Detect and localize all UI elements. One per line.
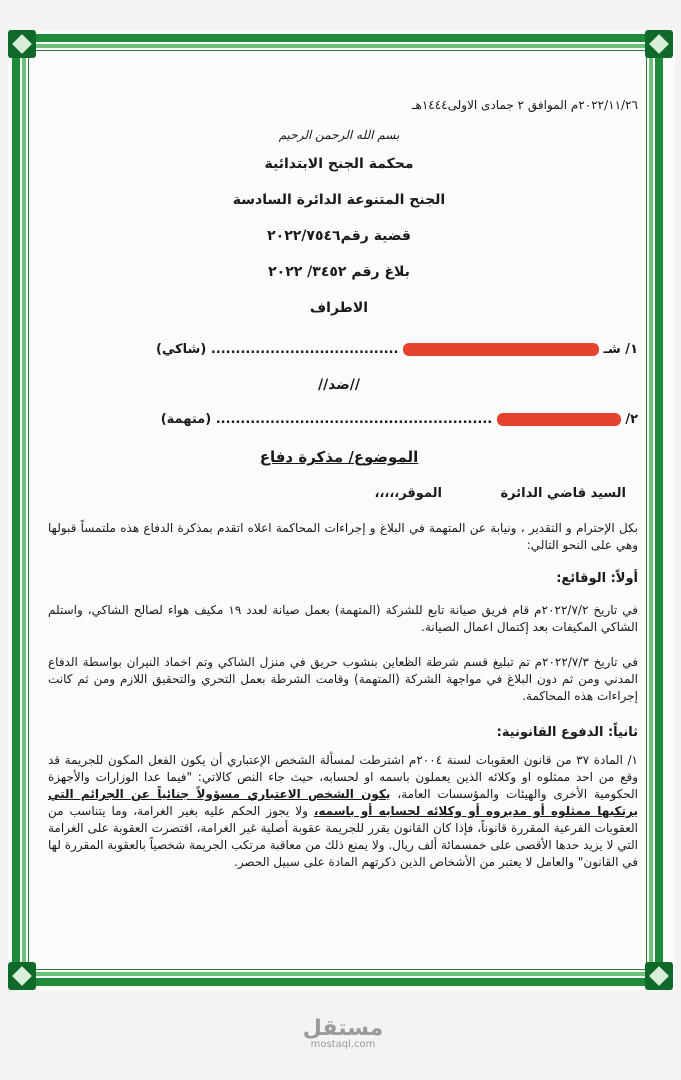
party-1-role: (شاكي) bbox=[156, 342, 207, 357]
parties-title: الاطراف bbox=[309, 300, 369, 316]
party-2-redaction bbox=[497, 413, 621, 426]
legal-text-a: ١/ المادة ٣٧ من قانون العقوبات لسنة ٢٠٠٤م اشترطت لمسألة الشخص الإعتباري أن يكون الفعل المكون للجريمة قد وقع من احد ممثلوه او وكلائه الذين يعملون باسمه او لحسابه، حيث جاء النص كالاتي: "فيما عدا الوزارات والأجهزة الحكومية الأخرى والهيئات والمؤسسات العامة، bbox=[48, 753, 638, 801]
facts-paragraph-1: في تاريخ ٢٠٢٢/٧/٢م قام فريق صيانة تابع للشركة (المتهمة) بعمل صيانة لعدد ١٩ مكيف هواء لصالح الشاكي، واستلم الشاكي المكيفات بعد إكتمال اعمال الصيانة. bbox=[48, 603, 639, 634]
court-name: محكمة الجنح الابتدائية bbox=[264, 156, 414, 172]
judge-salutation: السيد قاضي الدائرة bbox=[500, 486, 626, 501]
legal-heading: ثانياً: الدفوع القانونية: bbox=[496, 725, 638, 740]
basmala: بسم الله الرحمن الرحيم bbox=[278, 128, 400, 142]
party-2-line bbox=[161, 412, 638, 427]
corner-ornament-icon bbox=[8, 962, 36, 990]
document-date: ٢٠٢٢/١١/٢٦م الموافق ٢ جمادى الاولى١٤٤٤هـ bbox=[411, 98, 638, 112]
report-number: بلاغ رقم ٣٤٥٢/ ٢٠٢٢ bbox=[268, 264, 410, 280]
party-2-dots: ........................................................ bbox=[215, 412, 493, 427]
facts-heading: أولاً: الوقائع: bbox=[556, 571, 638, 586]
party-1-line bbox=[156, 342, 638, 357]
subject-line: الموضوع/ مذكرة دفاع bbox=[259, 448, 419, 466]
watermark-url: mostaql.com bbox=[310, 1039, 376, 1050]
party-2-role: (متهمة) bbox=[160, 412, 212, 427]
facts-paragraph-2: في تاريخ ٢٠٢٢/٧/٣م تم تبليغ قسم شرطة الظعاين بنشوب حريق في منزل الشاكي وتم اخماد النيران بواسطة الدفاع المدني ومن ثم دون البلاغ في مواجهة الشركة (المتهمة) وقامت الشرطة بعمل التحري والتحقيق اللازم ومن ثم كانت إجراءات هذه المحاكمة. bbox=[48, 655, 638, 703]
corner-ornament-icon bbox=[8, 30, 36, 58]
corner-ornament-icon bbox=[645, 962, 673, 990]
watermark-logo bbox=[298, 1016, 388, 1050]
legal-text-b: ولا يجوز الحكم عليه بغير الغرامة، وما يتناسب من العقوبات الفرعية المقررة قانوناً، فإذا كان القانون يقرر للجريمة عقوبة أصلية غير الغرامة، اقتصرت العقوبة على الغرامة التي لا يزيد حدها الأقصى على خمسمائة ألف ريال. ولا يمنع ذلك من معاقبة مرتكب الجريمة شخصياً بالعقوبة المقررة لها في القانون" والعامل لا يعتبر من الأشخاص الذين ذكرتهم المادة على سبيل الحصر. bbox=[48, 804, 638, 869]
party-1-redaction bbox=[403, 343, 599, 356]
versus-label: //ضد// bbox=[317, 377, 361, 393]
party-1-dots: ...................................... bbox=[210, 342, 399, 357]
watermark-brand: مستقل bbox=[302, 1016, 384, 1041]
party-2-prefix: ٢/ bbox=[625, 412, 638, 427]
legal-text-emphasis: يكون الشخص الاعتباري مسؤولاً جنائياً عن الجرائم التي يرتكبها ممثلوه أو مديروه أو وكلائه لحسابه أو باسمه، bbox=[48, 787, 638, 818]
circuit-name: الجنح المتنوعة الدائرة السادسة bbox=[232, 192, 446, 208]
party-1-prefix: ١/ شـ bbox=[603, 342, 638, 357]
case-number: قضية رقم٢٠٢٢/٧٥٤٦ bbox=[267, 228, 411, 244]
corner-ornament-icon bbox=[645, 30, 673, 58]
intro-paragraph: بكل الإحترام و التقدير ، ونيابة عن المتهمة في البلاغ و إجراءات المحاكمة اعلاه اتقدم بمذكرة الدفاع هذه ملتمساً قبولها وهي على النحو التالي: bbox=[48, 521, 638, 552]
legal-paragraph-1 bbox=[48, 752, 638, 871]
honorific: الموقر،،،،، bbox=[374, 486, 442, 501]
